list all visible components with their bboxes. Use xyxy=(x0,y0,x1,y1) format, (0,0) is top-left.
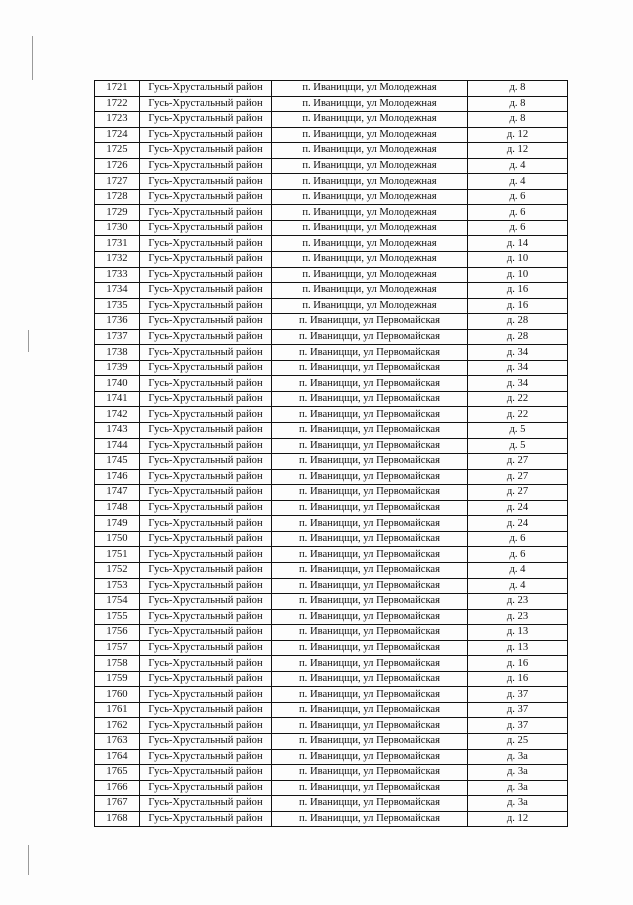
row-number: 1757 xyxy=(95,640,140,656)
address-cell: п. Иваницщи, ул Молодежная xyxy=(272,283,468,299)
table-row xyxy=(95,189,568,205)
house-number-cell: д. 10 xyxy=(468,252,568,268)
district-cell: Гусь-Хрустальный район xyxy=(140,469,272,485)
district-cell: Гусь-Хрустальный район xyxy=(140,360,272,376)
district-cell: Гусь-Хрустальный район xyxy=(140,516,272,532)
table-row xyxy=(95,562,568,578)
row-number: 1736 xyxy=(95,314,140,330)
row-number: 1727 xyxy=(95,174,140,190)
district-cell: Гусь-Хрустальный район xyxy=(140,485,272,501)
address-cell: п. Иваницщи, ул Первомайская xyxy=(272,609,468,625)
address-cell: п. Иваницщи, ул Первомайская xyxy=(272,640,468,656)
table-row xyxy=(95,252,568,268)
house-number-cell: д. 5 xyxy=(468,423,568,439)
house-number-cell: д. 4 xyxy=(468,578,568,594)
row-number: 1733 xyxy=(95,267,140,283)
row-number: 1722 xyxy=(95,96,140,112)
house-number-cell: д. 34 xyxy=(468,360,568,376)
house-number-cell: д. 10 xyxy=(468,267,568,283)
house-number-cell: д. 3а xyxy=(468,765,568,781)
district-cell: Гусь-Хрустальный район xyxy=(140,656,272,672)
house-number-cell: д. 16 xyxy=(468,298,568,314)
district-cell: Гусь-Хрустальный район xyxy=(140,796,272,812)
address-cell: п. Иваницщи, ул Первомайская xyxy=(272,500,468,516)
row-number: 1723 xyxy=(95,112,140,128)
table-row xyxy=(95,640,568,656)
register-body xyxy=(95,81,568,827)
row-number: 1725 xyxy=(95,143,140,159)
row-number: 1735 xyxy=(95,298,140,314)
row-number: 1724 xyxy=(95,127,140,143)
district-cell: Гусь-Хрустальный район xyxy=(140,780,272,796)
row-number: 1753 xyxy=(95,578,140,594)
address-cell: п. Иваницщи, ул Первомайская xyxy=(272,811,468,827)
house-number-cell: д. 4 xyxy=(468,158,568,174)
district-cell: Гусь-Хрустальный район xyxy=(140,391,272,407)
district-cell: Гусь-Хрустальный район xyxy=(140,283,272,299)
district-cell: Гусь-Хрустальный район xyxy=(140,345,272,361)
address-cell: п. Иваницщи, ул Первомайская xyxy=(272,718,468,734)
district-cell: Гусь-Хрустальный район xyxy=(140,189,272,205)
table-row xyxy=(95,500,568,516)
district-cell: Гусь-Хрустальный район xyxy=(140,407,272,423)
row-number: 1728 xyxy=(95,189,140,205)
table-row xyxy=(95,81,568,97)
house-number-cell: д. 22 xyxy=(468,391,568,407)
house-number-cell: д. 22 xyxy=(468,407,568,423)
row-number: 1729 xyxy=(95,205,140,221)
row-number: 1734 xyxy=(95,283,140,299)
house-number-cell: д. 8 xyxy=(468,81,568,97)
house-number-cell: д. 37 xyxy=(468,718,568,734)
row-number: 1768 xyxy=(95,811,140,827)
district-cell: Гусь-Хрустальный район xyxy=(140,267,272,283)
address-cell: п. Иваницщи, ул Первомайская xyxy=(272,376,468,392)
row-number: 1750 xyxy=(95,531,140,547)
table-row xyxy=(95,314,568,330)
house-number-cell: д. 6 xyxy=(468,189,568,205)
address-cell: п. Иваницщи, ул Первомайская xyxy=(272,671,468,687)
district-cell: Гусь-Хрустальный район xyxy=(140,252,272,268)
house-number-cell: д. 12 xyxy=(468,143,568,159)
table-row xyxy=(95,531,568,547)
table-row xyxy=(95,687,568,703)
table-row xyxy=(95,811,568,827)
address-cell: п. Иваницщи, ул Первомайская xyxy=(272,423,468,439)
address-cell: п. Иваницщи, ул Первомайская xyxy=(272,765,468,781)
table-row xyxy=(95,96,568,112)
address-cell: п. Иваницщи, ул Молодежная xyxy=(272,189,468,205)
house-number-cell: д. 14 xyxy=(468,236,568,252)
house-number-cell: д. 12 xyxy=(468,127,568,143)
district-cell: Гусь-Хрустальный район xyxy=(140,112,272,128)
address-cell: п. Иваницщи, ул Первомайская xyxy=(272,345,468,361)
row-number: 1760 xyxy=(95,687,140,703)
table-row xyxy=(95,702,568,718)
row-number: 1748 xyxy=(95,500,140,516)
district-cell: Гусь-Хрустальный район xyxy=(140,376,272,392)
house-number-cell: д. 27 xyxy=(468,485,568,501)
row-number: 1762 xyxy=(95,718,140,734)
address-cell: п. Иваницщи, ул Первомайская xyxy=(272,578,468,594)
district-cell: Гусь-Хрустальный район xyxy=(140,127,272,143)
row-number: 1730 xyxy=(95,220,140,236)
table-row xyxy=(95,205,568,221)
address-cell: п. Иваницщи, ул Первомайская xyxy=(272,733,468,749)
house-number-cell: д. 13 xyxy=(468,640,568,656)
table-row xyxy=(95,749,568,765)
district-cell: Гусь-Хрустальный район xyxy=(140,329,272,345)
row-number: 1763 xyxy=(95,733,140,749)
table-row xyxy=(95,158,568,174)
address-cell: п. Иваницщи, ул Молодежная xyxy=(272,81,468,97)
district-cell: Гусь-Хрустальный район xyxy=(140,143,272,159)
table-row xyxy=(95,609,568,625)
address-cell: п. Иваницщи, ул Первомайская xyxy=(272,594,468,610)
row-number: 1741 xyxy=(95,391,140,407)
district-cell: Гусь-Хрустальный район xyxy=(140,625,272,641)
address-cell: п. Иваницщи, ул Молодежная xyxy=(272,252,468,268)
table-row xyxy=(95,267,568,283)
table-row xyxy=(95,407,568,423)
house-number-cell: д. 4 xyxy=(468,562,568,578)
address-cell: п. Иваницщи, ул Молодежная xyxy=(272,96,468,112)
table-row xyxy=(95,329,568,345)
row-number: 1745 xyxy=(95,454,140,470)
address-cell: п. Иваницщи, ул Молодежная xyxy=(272,112,468,128)
row-number: 1751 xyxy=(95,547,140,563)
table-row xyxy=(95,718,568,734)
district-cell: Гусь-Хрустальный район xyxy=(140,594,272,610)
row-number: 1752 xyxy=(95,562,140,578)
address-register-table xyxy=(94,80,568,827)
address-cell: п. Иваницщи, ул Первомайская xyxy=(272,531,468,547)
table-row xyxy=(95,236,568,252)
house-number-cell: д. 37 xyxy=(468,702,568,718)
table-row xyxy=(95,780,568,796)
row-number: 1731 xyxy=(95,236,140,252)
district-cell: Гусь-Хрустальный район xyxy=(140,205,272,221)
address-cell: п. Иваницщи, ул Молодежная xyxy=(272,143,468,159)
table-row xyxy=(95,283,568,299)
district-cell: Гусь-Хрустальный район xyxy=(140,500,272,516)
house-number-cell: д. 27 xyxy=(468,454,568,470)
row-number: 1746 xyxy=(95,469,140,485)
table-row xyxy=(95,174,568,190)
house-number-cell: д. 28 xyxy=(468,329,568,345)
row-number: 1767 xyxy=(95,796,140,812)
district-cell: Гусь-Хрустальный район xyxy=(140,765,272,781)
house-number-cell: д. 24 xyxy=(468,516,568,532)
house-number-cell: д. 5 xyxy=(468,438,568,454)
house-number-cell: д. 13 xyxy=(468,625,568,641)
table-row xyxy=(95,594,568,610)
house-number-cell: д. 3а xyxy=(468,796,568,812)
row-number: 1732 xyxy=(95,252,140,268)
table-row xyxy=(95,143,568,159)
address-cell: п. Иваницщи, ул Первомайская xyxy=(272,625,468,641)
table-row xyxy=(95,547,568,563)
district-cell: Гусь-Хрустальный район xyxy=(140,96,272,112)
district-cell: Гусь-Хрустальный район xyxy=(140,749,272,765)
table-row xyxy=(95,516,568,532)
row-number: 1765 xyxy=(95,765,140,781)
table-row xyxy=(95,360,568,376)
row-number: 1759 xyxy=(95,671,140,687)
table-row xyxy=(95,454,568,470)
district-cell: Гусь-Хрустальный район xyxy=(140,314,272,330)
house-number-cell: д. 3а xyxy=(468,749,568,765)
house-number-cell: д. 16 xyxy=(468,656,568,672)
house-number-cell: д. 34 xyxy=(468,376,568,392)
table-row xyxy=(95,485,568,501)
house-number-cell: д. 28 xyxy=(468,314,568,330)
row-number: 1747 xyxy=(95,485,140,501)
table-row xyxy=(95,796,568,812)
district-cell: Гусь-Хрустальный район xyxy=(140,423,272,439)
district-cell: Гусь-Хрустальный район xyxy=(140,454,272,470)
scan-edge-mark xyxy=(28,330,29,352)
address-cell: п. Иваницщи, ул Первомайская xyxy=(272,656,468,672)
address-cell: п. Иваницщи, ул Первомайская xyxy=(272,407,468,423)
address-cell: п. Иваницщи, ул Молодежная xyxy=(272,298,468,314)
address-cell: п. Иваницщи, ул Молодежная xyxy=(272,236,468,252)
district-cell: Гусь-Хрустальный район xyxy=(140,220,272,236)
house-number-cell: д. 12 xyxy=(468,811,568,827)
address-cell: п. Иваницщи, ул Молодежная xyxy=(272,205,468,221)
house-number-cell: д. 23 xyxy=(468,609,568,625)
address-cell: п. Иваницщи, ул Молодежная xyxy=(272,174,468,190)
table-row xyxy=(95,578,568,594)
address-cell: п. Иваницщи, ул Молодежная xyxy=(272,127,468,143)
district-cell: Гусь-Хрустальный район xyxy=(140,702,272,718)
house-number-cell: д. 4 xyxy=(468,174,568,190)
address-cell: п. Иваницщи, ул Первомайская xyxy=(272,562,468,578)
row-number: 1721 xyxy=(95,81,140,97)
table-row xyxy=(95,220,568,236)
table-row xyxy=(95,438,568,454)
address-cell: п. Иваницщи, ул Первомайская xyxy=(272,516,468,532)
row-number: 1755 xyxy=(95,609,140,625)
district-cell: Гусь-Хрустальный район xyxy=(140,547,272,563)
table-row xyxy=(95,345,568,361)
house-number-cell: д. 6 xyxy=(468,205,568,221)
table-row xyxy=(95,656,568,672)
address-cell: п. Иваницщи, ул Первомайская xyxy=(272,780,468,796)
house-number-cell: д. 27 xyxy=(468,469,568,485)
scan-edge-mark xyxy=(32,36,33,80)
scan-edge-mark xyxy=(28,845,29,875)
district-cell: Гусь-Хрустальный район xyxy=(140,438,272,454)
table-row xyxy=(95,127,568,143)
row-number: 1766 xyxy=(95,780,140,796)
address-cell: п. Иваницщи, ул Первомайская xyxy=(272,702,468,718)
house-number-cell: д. 8 xyxy=(468,96,568,112)
row-number: 1749 xyxy=(95,516,140,532)
table-row xyxy=(95,423,568,439)
row-number: 1744 xyxy=(95,438,140,454)
house-number-cell: д. 23 xyxy=(468,594,568,610)
district-cell: Гусь-Хрустальный район xyxy=(140,718,272,734)
address-cell: п. Иваницщи, ул Первомайская xyxy=(272,469,468,485)
district-cell: Гусь-Хрустальный район xyxy=(140,578,272,594)
house-number-cell: д. 25 xyxy=(468,733,568,749)
table-row xyxy=(95,298,568,314)
district-cell: Гусь-Хрустальный район xyxy=(140,562,272,578)
address-cell: п. Иваницщи, ул Первомайская xyxy=(272,329,468,345)
row-number: 1739 xyxy=(95,360,140,376)
district-cell: Гусь-Хрустальный район xyxy=(140,236,272,252)
district-cell: Гусь-Хрустальный район xyxy=(140,531,272,547)
address-cell: п. Иваницщи, ул Первомайская xyxy=(272,749,468,765)
row-number: 1756 xyxy=(95,625,140,641)
address-cell: п. Иваницщи, ул Первомайская xyxy=(272,796,468,812)
row-number: 1758 xyxy=(95,656,140,672)
house-number-cell: д. 6 xyxy=(468,531,568,547)
address-cell: п. Иваницщи, ул Первомайская xyxy=(272,360,468,376)
row-number: 1742 xyxy=(95,407,140,423)
table-row xyxy=(95,765,568,781)
row-number: 1738 xyxy=(95,345,140,361)
address-cell: п. Иваницщи, ул Первомайская xyxy=(272,314,468,330)
house-number-cell: д. 34 xyxy=(468,345,568,361)
district-cell: Гусь-Хрустальный район xyxy=(140,298,272,314)
house-number-cell: д. 8 xyxy=(468,112,568,128)
address-cell: п. Иваницщи, ул Молодежная xyxy=(272,267,468,283)
row-number: 1737 xyxy=(95,329,140,345)
row-number: 1740 xyxy=(95,376,140,392)
house-number-cell: д. 6 xyxy=(468,547,568,563)
district-cell: Гусь-Хрустальный район xyxy=(140,671,272,687)
address-cell: п. Иваницщи, ул Первомайская xyxy=(272,391,468,407)
district-cell: Гусь-Хрустальный район xyxy=(140,609,272,625)
house-number-cell: д. 16 xyxy=(468,671,568,687)
table-row xyxy=(95,112,568,128)
district-cell: Гусь-Хрустальный район xyxy=(140,811,272,827)
row-number: 1726 xyxy=(95,158,140,174)
district-cell: Гусь-Хрустальный район xyxy=(140,158,272,174)
district-cell: Гусь-Хрустальный район xyxy=(140,640,272,656)
house-number-cell: д. 16 xyxy=(468,283,568,299)
table-row xyxy=(95,733,568,749)
address-cell: п. Иваницщи, ул Первомайская xyxy=(272,547,468,563)
table-row xyxy=(95,671,568,687)
row-number: 1764 xyxy=(95,749,140,765)
address-cell: п. Иваницщи, ул Молодежная xyxy=(272,158,468,174)
address-cell: п. Иваницщи, ул Первомайская xyxy=(272,438,468,454)
row-number: 1761 xyxy=(95,702,140,718)
address-cell: п. Иваницщи, ул Молодежная xyxy=(272,220,468,236)
row-number: 1754 xyxy=(95,594,140,610)
district-cell: Гусь-Хрустальный район xyxy=(140,174,272,190)
district-cell: Гусь-Хрустальный район xyxy=(140,81,272,97)
address-cell: п. Иваницщи, ул Первомайская xyxy=(272,485,468,501)
house-number-cell: д. 37 xyxy=(468,687,568,703)
district-cell: Гусь-Хрустальный район xyxy=(140,733,272,749)
table-row xyxy=(95,391,568,407)
district-cell: Гусь-Хрустальный район xyxy=(140,687,272,703)
table-row xyxy=(95,625,568,641)
house-number-cell: д. 3а xyxy=(468,780,568,796)
house-number-cell: д. 24 xyxy=(468,500,568,516)
row-number: 1743 xyxy=(95,423,140,439)
table-row xyxy=(95,469,568,485)
address-cell: п. Иваницщи, ул Первомайская xyxy=(272,454,468,470)
address-cell: п. Иваницщи, ул Первомайская xyxy=(272,687,468,703)
table-row xyxy=(95,376,568,392)
house-number-cell: д. 6 xyxy=(468,220,568,236)
